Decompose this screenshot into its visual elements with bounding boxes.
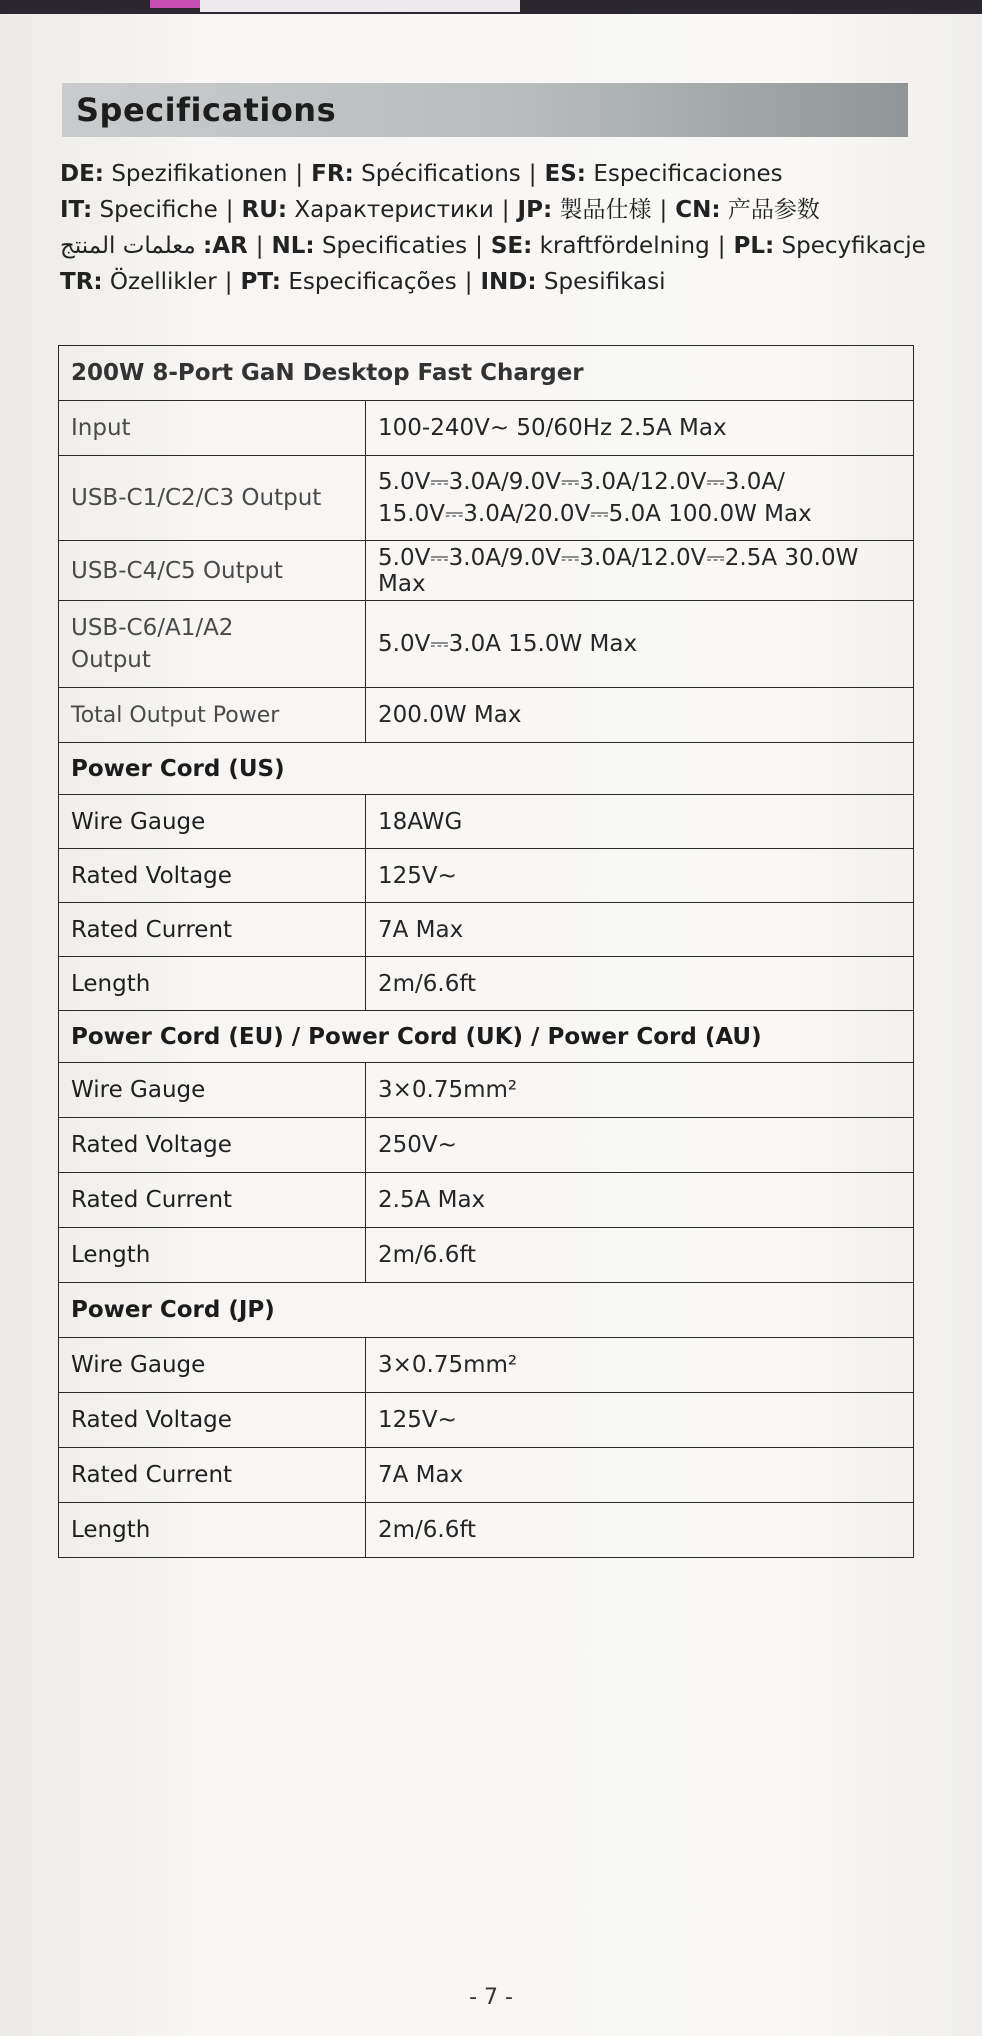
table-section-header bbox=[59, 346, 914, 401]
row-value: 100-240V~ 50/60Hz 2.5A Max bbox=[366, 401, 914, 456]
page-title: Specifications bbox=[76, 91, 337, 129]
lang-code: NL: bbox=[271, 233, 315, 259]
lang-code: FR: bbox=[311, 161, 354, 187]
lang-text: Spécifications bbox=[361, 161, 521, 187]
row-value: 7A Max bbox=[366, 903, 914, 957]
lang-code: JP: bbox=[517, 197, 553, 223]
language-line-3: معلمات المنتج :AR | NL: Specificaties | SE: kraftfördelning | PL: Specyfikacje bbox=[60, 233, 926, 259]
table-row bbox=[59, 688, 914, 743]
lang-text: Especificaciones bbox=[593, 161, 783, 187]
table-row bbox=[59, 1228, 914, 1283]
lang-text: Spezifikationen bbox=[111, 161, 288, 187]
lang-text: Especificações bbox=[288, 269, 457, 295]
background-strip-light bbox=[200, 0, 520, 12]
table-section-header bbox=[59, 1283, 914, 1338]
lang-text: Specyfikacje bbox=[781, 233, 926, 259]
row-value: 2m/6.6ft bbox=[366, 1503, 914, 1558]
lang-code: PL: bbox=[733, 233, 775, 259]
row-value: 125V~ bbox=[366, 849, 914, 903]
lang-text: Özellikler bbox=[109, 269, 217, 295]
row-label: USB-C6/A1/A2 Output bbox=[59, 601, 366, 688]
row-value: 7A Max bbox=[366, 1448, 914, 1503]
row-value: 5.0V⎓3.0A/9.0V⎓3.0A/12.0V⎓2.5A 30.0W Max bbox=[366, 541, 914, 601]
section-title: 200W 8-Port GaN Desktop Fast Charger bbox=[59, 346, 914, 401]
lang-code: IND: bbox=[480, 269, 537, 295]
lang-text: kraftfördelning bbox=[539, 233, 710, 259]
table-row bbox=[59, 601, 914, 688]
lang-text: Spesifikasi bbox=[543, 269, 666, 295]
table-section-header bbox=[59, 1011, 914, 1063]
row-value: 2m/6.6ft bbox=[366, 1228, 914, 1283]
table-row bbox=[59, 1173, 914, 1228]
page-number: - 7 - bbox=[469, 1985, 513, 2010]
row-value: 250V~ bbox=[366, 1118, 914, 1173]
table-row bbox=[59, 957, 914, 1011]
section-title: Power Cord (US) bbox=[59, 743, 914, 795]
lang-code: :AR bbox=[203, 233, 248, 259]
row-label: Rated Voltage bbox=[59, 1393, 366, 1448]
row-label: Rated Current bbox=[59, 1448, 366, 1503]
row-label: Total Output Power bbox=[59, 688, 366, 743]
row-label: Wire Gauge bbox=[59, 1063, 366, 1118]
table-row bbox=[59, 1063, 914, 1118]
lang-code: IT: bbox=[60, 197, 93, 223]
lang-code: TR: bbox=[60, 269, 103, 295]
table-row bbox=[59, 456, 914, 541]
row-label: Rated Voltage bbox=[59, 849, 366, 903]
row-label: Wire Gauge bbox=[59, 1338, 366, 1393]
section-title: Power Cord (JP) bbox=[59, 1283, 914, 1338]
row-label: Rated Voltage bbox=[59, 1118, 366, 1173]
table-row bbox=[59, 849, 914, 903]
row-label: Input bbox=[59, 401, 366, 456]
table-row bbox=[59, 903, 914, 957]
row-label: USB-C1/C2/C3 Output bbox=[59, 456, 366, 541]
language-line-2: IT: Specifiche | RU: Характеристики | JP: 製品仕様 | CN: 产品参数 bbox=[60, 197, 820, 223]
section-title: Power Cord (EU) / Power Cord (UK) / Power Cord (AU) bbox=[59, 1011, 914, 1063]
lang-text: Характеристики bbox=[294, 197, 494, 223]
table-section-header bbox=[59, 743, 914, 795]
specifications-header-bar bbox=[62, 83, 908, 137]
table-row bbox=[59, 541, 914, 601]
language-line-4: TR: Özellikler | PT: Especificações | IND: Spesifikasi bbox=[60, 269, 666, 295]
row-value: 5.0V⎓3.0A/9.0V⎓3.0A/12.0V⎓3.0A/ 15.0V⎓3.0A/20.0V⎓5.0A 100.0W Max bbox=[366, 456, 914, 541]
table-row bbox=[59, 1448, 914, 1503]
lang-code: SE: bbox=[490, 233, 533, 259]
row-value: 3×0.75mm² bbox=[366, 1063, 914, 1118]
row-value: 125V~ bbox=[366, 1393, 914, 1448]
table-row bbox=[59, 401, 914, 456]
lang-code: ES: bbox=[544, 161, 586, 187]
row-label: Wire Gauge bbox=[59, 795, 366, 849]
table-row bbox=[59, 1393, 914, 1448]
language-line-1: DE: Spezifikationen | FR: Spécifications | ES: Especificaciones bbox=[60, 161, 783, 187]
lang-text: Specifiche bbox=[99, 197, 218, 223]
row-label: Length bbox=[59, 957, 366, 1011]
lang-text: 製品仕様 bbox=[559, 197, 652, 223]
lang-text: معلمات المنتج bbox=[60, 233, 196, 259]
table-row bbox=[59, 1503, 914, 1558]
row-value: 18AWG bbox=[366, 795, 914, 849]
row-label: Rated Current bbox=[59, 903, 366, 957]
lang-text: 产品参数 bbox=[727, 197, 820, 223]
row-value: 5.0V⎓3.0A 15.0W Max bbox=[366, 601, 914, 688]
row-label: USB-C4/C5 Output bbox=[59, 541, 366, 601]
row-value: 200.0W Max bbox=[366, 688, 914, 743]
row-label: Length bbox=[59, 1228, 366, 1283]
table-row bbox=[59, 1118, 914, 1173]
specifications-table bbox=[58, 345, 914, 1558]
lang-text: Specificaties bbox=[321, 233, 468, 259]
lang-code: DE: bbox=[60, 161, 105, 187]
row-label: Length bbox=[59, 1503, 366, 1558]
table-row bbox=[59, 1338, 914, 1393]
row-label: Rated Current bbox=[59, 1173, 366, 1228]
lang-code: PT: bbox=[240, 269, 281, 295]
table-row bbox=[59, 795, 914, 849]
photo-top-edge bbox=[0, 0, 982, 14]
lang-code: RU: bbox=[241, 197, 288, 223]
row-value: 3×0.75mm² bbox=[366, 1338, 914, 1393]
row-value: 2.5A Max bbox=[366, 1173, 914, 1228]
row-value: 2m/6.6ft bbox=[366, 957, 914, 1011]
lang-code: CN: bbox=[675, 197, 721, 223]
